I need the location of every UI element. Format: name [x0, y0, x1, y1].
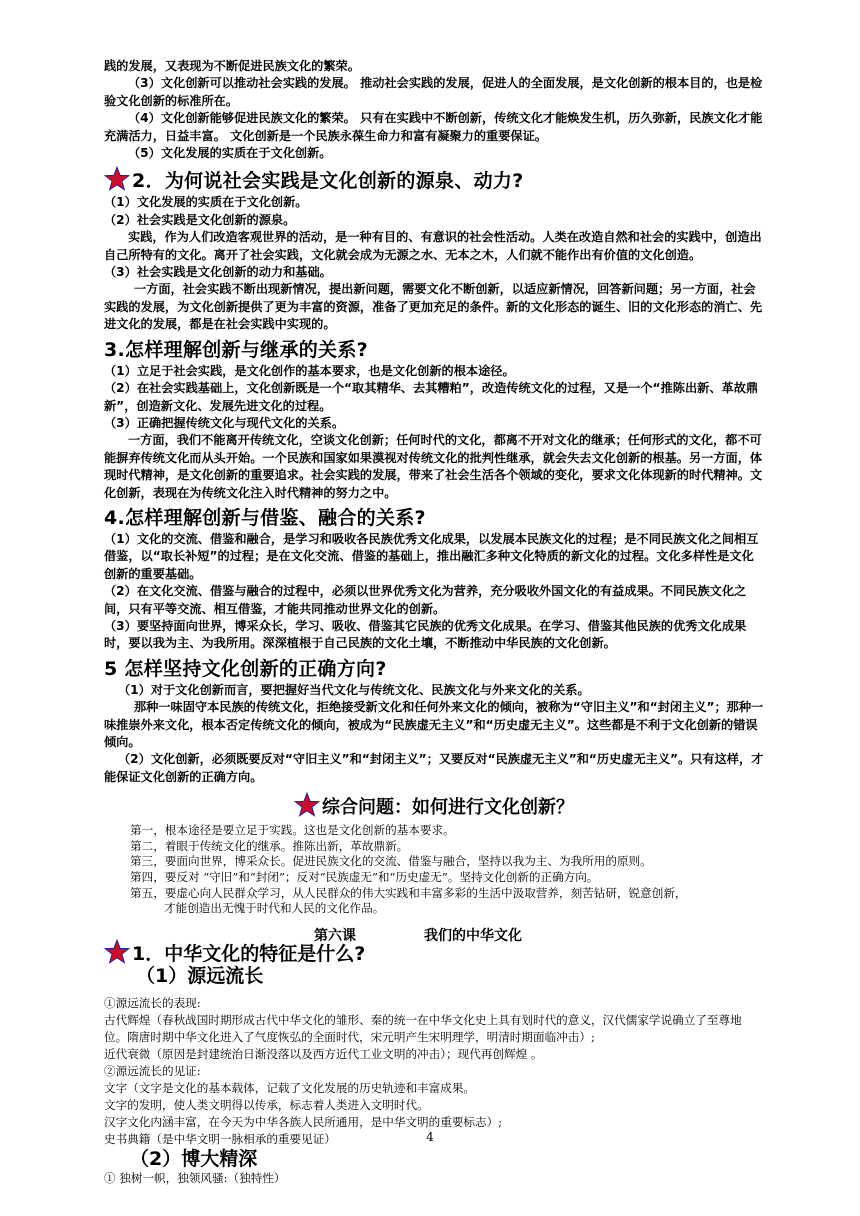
star-icon [294, 792, 320, 818]
s1-heading [104, 942, 764, 995]
q4-line-2: （3）要坚持面向世界，博采众长，学习、吸收、借鉴其它民族的优秀文化成果。在学习、借鉴其他民族的优秀文化成果时，要以我为主、为我所用。深深植根于自己民族的文化土壤，不断推动中华民族的文化创新。 [104, 618, 747, 651]
s1-line-2: 近代衰微（原因是封建统治日渐没落以及西方近代工业文明的冲击）；现代再创辉煌 。 [104, 1046, 543, 1061]
s1-sub2: （2）博大精深 [130, 1147, 258, 1170]
s1-line-0: ①源远流长的表现: [104, 995, 201, 1010]
q2-line-2: 实践，作为人们改造客观世界的活动，是一种有目的、有意识的社会性活动。人类在改造自然和社会的实践中，创造出自己所特有的文化。离开了社会实践，文化就会成为无源之水、无本之木，人们就不能作出有价值的文化创造。 [104, 230, 762, 262]
intro-line-3: （5）文化发展的实质在于文化创新。 [128, 146, 332, 161]
synth-line-2: 第三，要面向世界，博采众长。促进民族文化的交流、借鉴与融合，坚持以我为主、为我所用的原则。 [130, 854, 652, 869]
q3-line-0: （1）立足于社会实践，是文化创作的基本要求，也是文化创新的根本途径。 [104, 363, 515, 378]
synth-line-0: 第一，根本途径是要立足于实践。这也是文化创新的基本要求。 [130, 823, 455, 838]
q2-heading [104, 166, 764, 193]
q2-line-4: 一方面，社会实践不断出现新情况，提出新问题，需要文化不断创新，以适应新情况，回答新问题；另一方面，社会实践的发展，为文化创新提供了更为丰富的资源，准备了更加充足的条件。新的文化形态的诞生、旧的文化形态的消亡、先进文化的发展，都是在社会实践中实现的。 [104, 282, 763, 332]
synth-heading [104, 792, 764, 819]
document-page [104, 58, 764, 1187]
star-icon [104, 939, 130, 965]
s1-line-4: 文字（文字是文化的基本载体，记载了文化发展的历史轨迹和丰富成果。 [104, 1080, 476, 1095]
s1-line-6: 汉字文化内涵丰富，在今天为中华各族人民所通用，是中华文明的重要标志）; [104, 1114, 503, 1129]
s1-line-5: 文字的发明，使人类文明得以传承，标志着人类进入文明时代。 [104, 1097, 429, 1112]
q4-line-0: （1）文化的交流、借鉴和融合，是学习和吸收各民族优秀文化成果，以发展本民族文化的过程；是不同民族文化之间相互借鉴，以“取长补短”的过程；是在文化交流、借鉴的基础上，推出融汇多种文化特质的新文化的过程。文化多样性是文化创新的重要基础。 [104, 531, 759, 581]
q3-line-2: （3）正确把握传统文化与现代文化的关系。 [104, 415, 345, 430]
q2-title: 2．为何说社会实践是文化创新的源泉、动力? [132, 170, 524, 193]
synth-line-1: 第二，着眼于传统文化的继承。推陈出新，革故鼎新。 [130, 838, 409, 853]
q5-line-2: （2）文化创新，必须既要反对“守旧主义”和“封闭主义”；又要反对“民族虚无主义”和“历史虚无主义”。只有这样，才能保证文化创新的正确方向。 [104, 752, 764, 784]
q5-line-1: 那种一味固守本民族的传统文化，拒绝接受新文化和任何外来文化的倾向，被称为“守旧主义”和“封闭主义”；那种一味推崇外来文化，根本否定传统文化的倾向，被成为“民族虚无主义”和“历史虚无主义”。这些都是不利于文化创新的错误倾向。 [104, 700, 764, 749]
page-number: 4 [426, 1130, 434, 1144]
s1-line-1: 古代辉煌（春秋战国时期形成古代中华文化的雏形、秦的统一在中华文化史上具有划时代的意义，汉代儒家学说确立了至尊地位。隋唐时期中华文化进入了气度恢弘的全面时代，宋元明产生宋明理学，明清时期面临冲击）; [104, 1012, 742, 1044]
lesson-name: 我们的中华文化 [424, 927, 522, 944]
intro-line-2: （4）文化创新能够促进民族文化的繁荣。 只有在实践中不断创新，传统文化才能焕发生机，历久弥新，民族文化才能充满活力，日益丰富。 文化创新是一个民族永葆生命力和富有凝聚力的重要保证。 [104, 111, 763, 143]
synth-line-3: 第四，要反对 “守旧”和“封闭”；反对“民族虚无”和“历史虚无”。坚持文化创新的正确方向。 [130, 870, 599, 884]
q3-line-3: 一方面，我们不能离开传统文化，空谈文化创新；任何时代的文化，都离不开对文化的继承；任何形式的文化，都不可能摒弃传统文化而从头开始。一个民族和国家如果漠视对传统文化的批判性继承，就会失去文化创新的根基。另一方面，体现时代精神，是文化创新的重要追求。社会实践的发展，带来了社会生活各个领域的变化，要求文化体现新的时代精神。文化创新，表现在为传统文化注入时代精神的努力之中。 [104, 433, 763, 500]
q4-line-1: （2）在文化交流、借鉴与融合的过程中，必须以世界优秀文化为营养，充分吸收外国文化的有益成果。不同民族文化之间，只有平等交流、相互借鉴，才能共同推动世界文化的创新。 [104, 584, 747, 616]
synth-title: 综合问题：如何进行文化创新？ [322, 797, 574, 819]
q4-heading: 4.怎样理解创新与借鉴、融合的关系? [104, 506, 426, 529]
intro-line-0: 践的发展，又表现为不断促进民族文化的繁荣。 [104, 59, 360, 73]
q5-heading: 5 怎样坚持文化创新的正确方向? [104, 657, 387, 680]
synth-line-4: 第五，要虚心向人民群众学习，从人民群众的伟大实践和丰富多彩的生活中汲取营养，刻苦钻研，锐意创新， [130, 885, 687, 900]
s1-last-line: ① 独树一帜，独领风骚:（独特性） [104, 1170, 286, 1185]
q2-line-1: （2）社会实践是文化创新的源泉。 [104, 212, 296, 227]
q2-line-0: （1）文化发展的实质在于文化创新。 [104, 195, 308, 210]
intro-line-1: （3）文化创新可以推动社会实践的发展。 推动社会实践的发展，促进人的全面发展，是文化创新的根本目的，也是检验文化创新的标准所在。 [104, 76, 763, 108]
star-icon [104, 166, 130, 192]
s1-sub1: （1）源远流长 [136, 964, 264, 987]
lesson-number: 第六课 [314, 927, 356, 944]
s1-title: 1．中华文化的特征是什么? [132, 942, 366, 965]
q3-heading: 3.怎样理解创新与继承的关系? [104, 338, 368, 361]
s1-line-7: 史书典籍（是中华文明一脉相承的重要见证） [104, 1131, 336, 1146]
s1-line-3: ②源远流长的见证: [104, 1063, 201, 1078]
q5-line-0: （1）对于文化创新而言，要把握好当代文化与传统文化、民族文化与外来文化的关系。 [118, 682, 590, 697]
q3-line-1: （2）在社会实践基础上，文化创新既是一个“取其精华、去其糟粕”，改造传统文化的过程，又是一个“推陈出新、革故鼎新”，创造新文化、发展先进文化的过程。 [104, 381, 759, 413]
q2-line-3: （3）社会实践是文化创新的动力和基础。 [104, 265, 332, 280]
synth-line-5: 才能创造出无愧于时代和人民的文化作品。 [164, 901, 385, 916]
